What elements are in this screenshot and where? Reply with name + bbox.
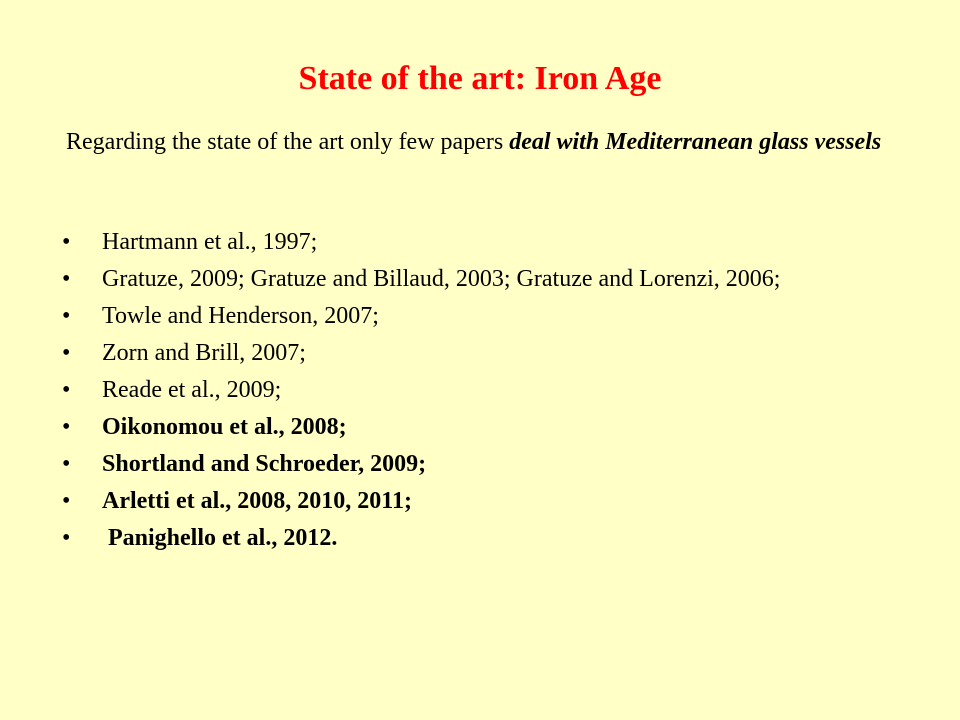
reference-item	[62, 229, 922, 256]
reference-item	[62, 340, 922, 367]
reference-text: Panighello et al., 2012.	[102, 525, 338, 551]
intro-plain-text: Regarding the state of the art only few papers	[66, 129, 510, 155]
reference-text: Zorn and Brill, 2007;	[102, 340, 306, 366]
bullet-icon: •	[62, 340, 71, 366]
bullet-icon: •	[62, 451, 71, 477]
intro-paragraph	[66, 127, 916, 157]
bullet-icon: •	[62, 414, 71, 440]
reference-item-bold	[62, 451, 922, 478]
reference-item	[62, 266, 922, 293]
reference-item	[62, 377, 922, 404]
reference-text: Gratuze, 2009; Gratuze and Billaud, 2003; Gratuze and Lorenzi, 2006;	[102, 266, 781, 292]
reference-text: Oikonomou et al., 2008;	[102, 414, 347, 440]
reference-text: Reade et al., 2009;	[102, 377, 282, 403]
slide-title: State of the art: Iron Age	[298, 60, 662, 97]
reference-item	[62, 303, 922, 330]
bullet-icon: •	[62, 377, 71, 403]
bullet-icon: •	[62, 303, 71, 329]
reference-text: Shortland and Schroeder, 2009;	[102, 451, 427, 477]
bullet-icon: •	[62, 488, 71, 514]
reference-list	[62, 229, 922, 562]
reference-text: Towle and Henderson, 2007;	[102, 303, 379, 329]
intro-emphasis-text: deal with Mediterranean glass vessels	[509, 129, 882, 155]
reference-text: Hartmann et al., 1997;	[102, 229, 318, 255]
reference-text: Arletti et al., 2008, 2010, 2011;	[102, 488, 412, 514]
reference-item-bold	[62, 414, 922, 441]
reference-item-bold	[62, 488, 922, 515]
bullet-icon: •	[62, 525, 71, 551]
bullet-icon: •	[62, 266, 71, 292]
reference-item-bold	[62, 525, 922, 552]
bullet-icon: •	[62, 229, 71, 255]
